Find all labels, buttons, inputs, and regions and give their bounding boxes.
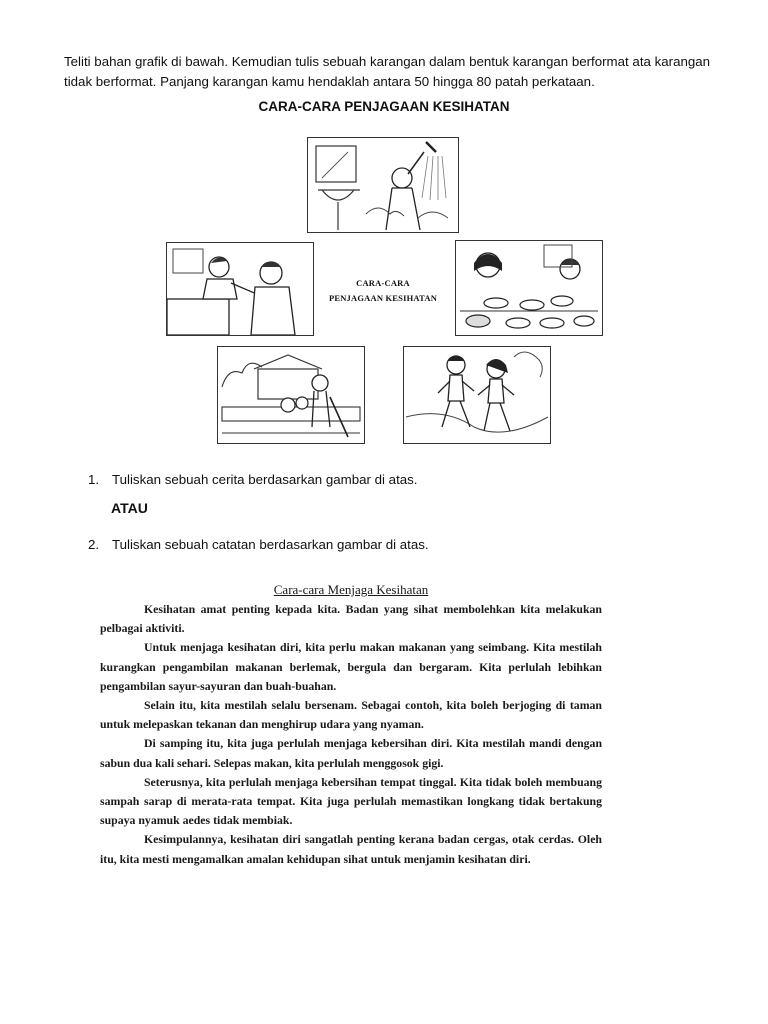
graphic-center-label [318, 276, 448, 306]
essay-paragraph: Untuk menjaga kesihatan diri, kita perlu makan makanan yang seimbang. Kita mestilah kurangkan pengambilan makanan berlemak, bergula dan bergaram. Kita perlulah lebihkan pengambilan sayur-sayuran dan buah-buahan. [100, 640, 602, 693]
shower-drawing [308, 138, 458, 232]
question-1 [88, 472, 418, 487]
center-label-line2: PENJAGAAN KESIHATAN [328, 293, 438, 303]
essay-title: Cara-cara Menjaga Kesihatan [273, 582, 429, 597]
jogging-drawing [404, 347, 550, 443]
or-label: ATAU [111, 500, 148, 516]
question-2-number: 2. [88, 537, 100, 552]
illustration-cleaning [217, 346, 365, 444]
illustration-jogging [403, 346, 551, 444]
essay-paragraph: Di samping itu, kita juga perlulah menjaga kebersihan diri. Kita mestilah mandi dengan sabun dua kali sehari. Selepas makan, kita perlulah menggosok gigi. [100, 736, 602, 770]
question-2 [88, 537, 429, 552]
question-1-text: Tuliskan sebuah cerita berdasarkan gambar di atas. [112, 472, 418, 487]
illustration-shower [307, 137, 459, 233]
meal-drawing [456, 241, 602, 335]
illustration-doctor [166, 242, 314, 336]
cleaning-drawing [218, 347, 364, 443]
question-2-text: Tuliskan sebuah catatan berdasarkan gambar di atas. [112, 537, 429, 552]
sample-essay [100, 580, 602, 869]
page-title: CARA-CARA PENJAGAAN KESIHATAN [258, 99, 510, 114]
center-label-line1: CARA-CARA [356, 278, 410, 288]
question-1-number: 1. [88, 472, 100, 487]
doctor-drawing [167, 243, 313, 335]
illustration-meal [455, 240, 603, 336]
essay-paragraph: Kesimpulannya, kesihatan diri sangatlah penting kerana badan cergas, otak cerdas. Oleh itu, kita mesti mengamalkan amalan kehidupan sihat untuk menjamin kesihatan diri. [100, 832, 602, 866]
instruction-text: Teliti bahan grafik di bawah. Kemudian tulis sebuah karangan dalam bentuk karangan berformat ata karangan tidak berformat. Panjang karangan kamu hendaklah antara 50 hingga 80 patah perkataan. [64, 54, 711, 89]
essay-paragraph: Seterusnya, kita perlulah menjaga kebersihan tempat tinggal. Kita tidak boleh membuang sampah sarap di merata-rata tempat. Kita juga perlulah memastikan longkang tidak bertakung supaya nyamuk aedes tidak membiak. [100, 774, 602, 828]
essay-paragraph: Selain itu, kita mestilah selalu bersenam. Sebagai contoh, kita boleh berjoging di taman untuk melepaskan tekanan dan menghirup udara yang nyaman. [100, 698, 602, 732]
essay-paragraph: Kesihatan amat penting kepada kita. Badan yang sihat membolehkan kita melakukan pelbagai aktiviti. [100, 602, 602, 636]
